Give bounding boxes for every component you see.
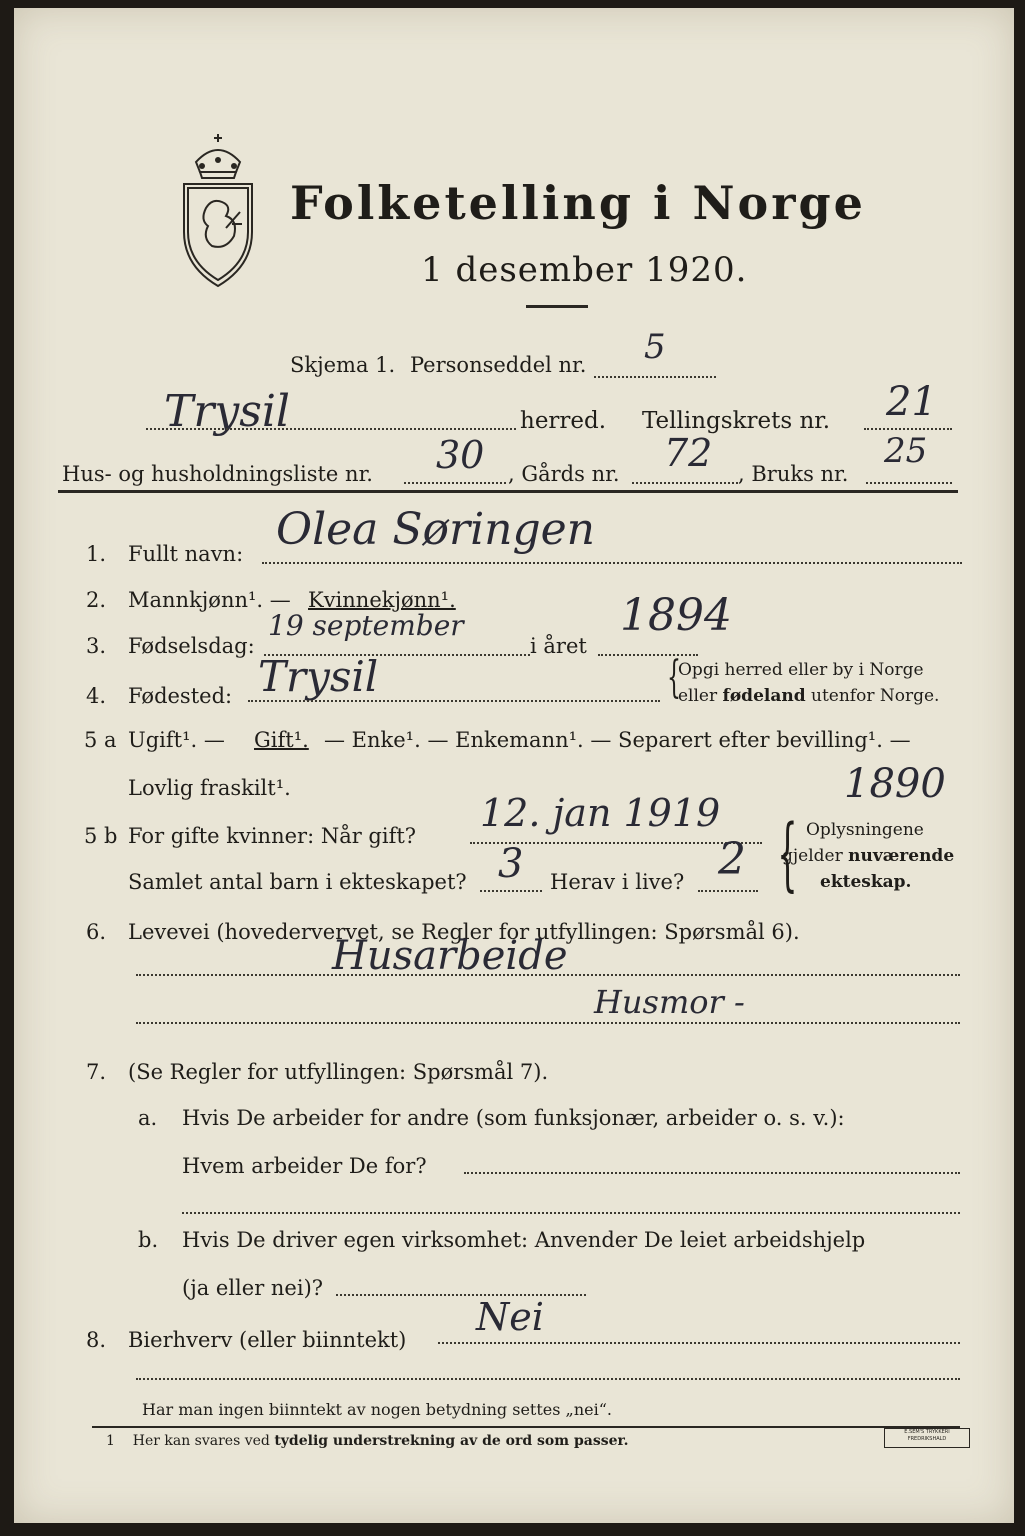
q7-number: 7. [86, 1060, 107, 1084]
q7a-line-2 [182, 1212, 960, 1214]
printer-stamp-line-1: E.SEM'S TRYKKERI [904, 1429, 950, 1435]
q5a-gift: Gift¹. [254, 728, 309, 752]
q7a-question: Hvem arbeider De for? [182, 1154, 427, 1178]
q3-year-label: i året [530, 634, 587, 658]
footer-note: Har man ingen biinntekt av nogen betydning settes „nei“. [142, 1400, 612, 1419]
q7b-text: Hvis De driver egen virksomhet: Anvender De leiet arbeidshjelp [182, 1228, 866, 1252]
q7-label: (Se Regler for utfyllingen: Spørsmål 7). [128, 1060, 549, 1084]
q5a-ugift: Ugift¹. — [128, 728, 225, 752]
footnote-text-a: Her kan svares ved [132, 1433, 275, 1449]
q5b-note-2a: gjelder [782, 846, 849, 866]
page-title: Folketelling i Norge [290, 176, 866, 230]
q5b-alive-value: 2 [718, 834, 746, 885]
q4-note-2c: utenfor Norge. [805, 686, 940, 706]
q4-note-2b: fødeland [722, 686, 806, 706]
q1-label: Fullt navn: [128, 542, 244, 566]
q4-brace: { [667, 652, 681, 703]
coat-of-arms-icon [172, 128, 264, 293]
q5a-number: 5 a [84, 728, 117, 752]
census-date: 1 desember 1920. [421, 250, 748, 290]
q6-line-2 [136, 1022, 960, 1024]
q6-label: Levevei (hovedervervet, se Regler for utfyllingen: Spørsmål 6). [128, 920, 800, 944]
q8-line-1 [438, 1342, 960, 1344]
q2-number: 2. [86, 588, 107, 612]
q5b-brace: { [777, 807, 798, 900]
q6-line-1 [136, 974, 960, 976]
q5b-alive-line [698, 890, 758, 892]
herred-line [146, 428, 516, 430]
q6-value-1: Husarbeide [332, 933, 568, 979]
q4-label: Fødested: [128, 684, 233, 708]
tellingskrets-line [864, 428, 952, 430]
q3-year-line [598, 654, 698, 656]
q7b-question: (ja eller nei)? [182, 1276, 324, 1300]
q8-label: Bierhverv (eller biinntekt) [128, 1328, 407, 1352]
q5b-married-extra: 1890 [844, 761, 946, 807]
q3-label: Fødselsdag: [128, 634, 255, 658]
q7a-line-1 [464, 1172, 960, 1174]
q7b-letter: b. [138, 1228, 159, 1252]
footnote-text-b: tydelig understrekning av de ord som passer. [274, 1433, 629, 1449]
q4-note-1: Opgi herred eller by i Norge [678, 660, 924, 680]
gards-value: 72 [664, 431, 713, 475]
q5b-label: For gifte kvinner: Når gift? [128, 824, 417, 848]
q3-day-value: 19 september [268, 609, 464, 642]
footer-divider [92, 1426, 960, 1428]
census-form-sheet [14, 8, 1014, 1523]
q3-number: 3. [86, 634, 107, 658]
tellingskrets-label: Tellingskrets nr. [642, 408, 831, 434]
bruks-value: 25 [884, 431, 928, 471]
q5b-children-label: Samlet antal barn i ekteskapet? [128, 870, 467, 894]
personseddel-line [594, 376, 716, 378]
q5a-fraskilt: Lovlig fraskilt¹. [128, 776, 291, 800]
q5b-number: 5 b [84, 824, 118, 848]
hus-line [404, 482, 506, 484]
q4-value: Trysil [258, 652, 379, 701]
herred-label: herred. [520, 408, 607, 434]
bruks-label: , Bruks nr. [738, 462, 849, 486]
q5b-note-2 [782, 848, 954, 865]
q5b-married-value: 12. jan 1919 [480, 791, 721, 835]
q4-note-2a: eller [678, 686, 723, 706]
q5b-alive-label: Herav i live? [550, 870, 685, 894]
q6-value-2: Husmor - [594, 983, 745, 1021]
q8-number: 8. [86, 1328, 107, 1352]
q7a-text: Hvis De arbeider for andre (som funksjonær, arbeider o. s. v.): [182, 1106, 845, 1130]
personseddel-label: Personseddel nr. [410, 353, 587, 377]
q5b-note-2b: nuværende [848, 846, 955, 866]
printer-stamp [884, 1428, 970, 1448]
gards-line [632, 482, 738, 484]
q1-line [262, 562, 962, 564]
q3-year-value: 1894 [620, 590, 732, 641]
hus-label: Hus- og husholdningsliste nr. [62, 462, 373, 486]
q4-line [248, 700, 660, 702]
q7b-line [336, 1294, 586, 1296]
q1-value: Olea Søringen [276, 504, 596, 555]
q5b-children-value: 3 [498, 841, 524, 887]
q1-number: 1. [86, 542, 107, 566]
header-divider [526, 305, 588, 308]
q5b-note-1: Oplysningene [806, 820, 924, 840]
q8-line-2 [136, 1378, 960, 1380]
personseddel-value: 5 [644, 327, 666, 367]
q5b-note-3: ekteskap. [820, 872, 912, 892]
q5a-rest: — Enke¹. — Enkemann¹. — Separert efter bevilling¹. — [324, 728, 911, 752]
footnote [106, 1434, 628, 1448]
bruks-line [866, 482, 952, 484]
printer-stamp-line-2: FREDRIKSHALD [907, 1436, 947, 1442]
tellingskrets-value: 21 [886, 379, 937, 425]
skjema-label: Skjema 1. [290, 353, 396, 377]
footnote-number: 1 [106, 1433, 115, 1449]
gards-label: , Gårds nr. [508, 462, 620, 486]
herred-value: Trysil [164, 386, 290, 437]
q6-number: 6. [86, 920, 107, 944]
q7a-letter: a. [138, 1106, 158, 1130]
q8-value: Nei [476, 1295, 544, 1339]
hus-value: 30 [436, 433, 485, 477]
section-divider [58, 490, 958, 493]
q4-number: 4. [86, 684, 107, 708]
q4-note-2 [678, 688, 939, 705]
q5b-children-line [480, 890, 542, 892]
q2-female: Kvinnekjønn¹. [308, 588, 456, 612]
q2-male: Mannkjønn¹. — [128, 588, 291, 612]
